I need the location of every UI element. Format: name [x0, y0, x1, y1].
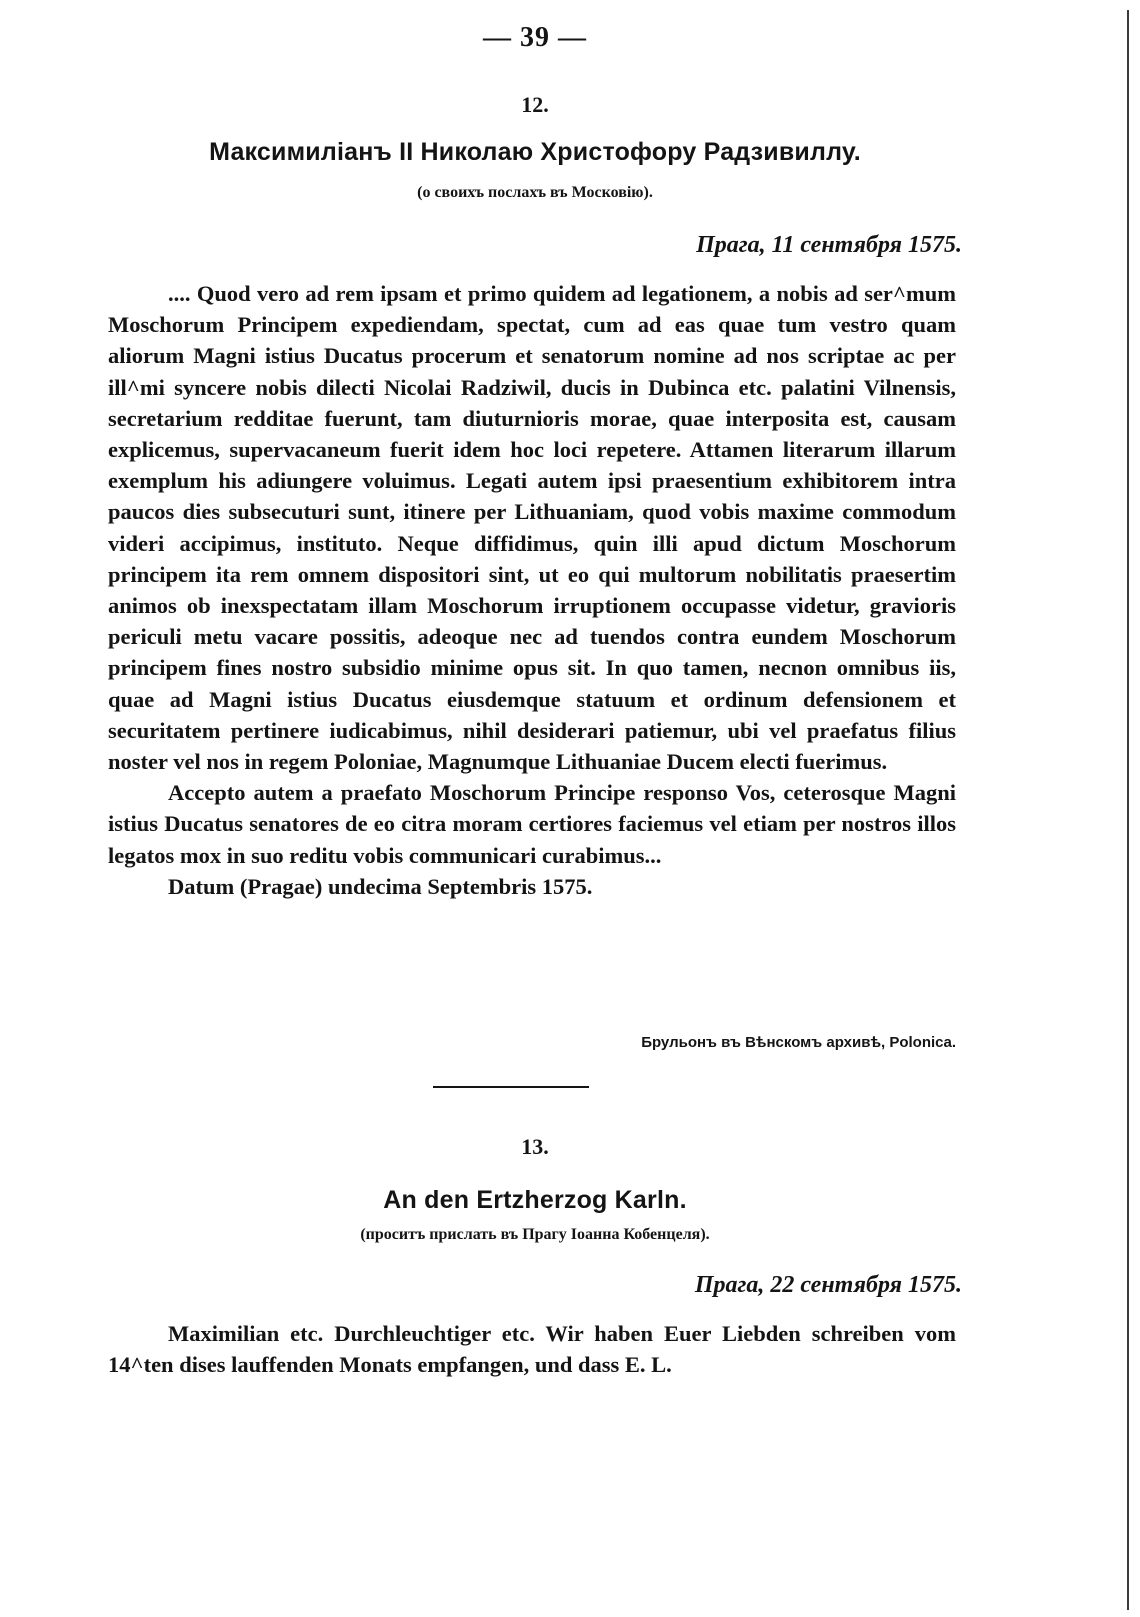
doc-12-number: 12.	[521, 92, 549, 117]
doc-13-dateline: Прага, 22 сентября 1575.	[694, 1272, 962, 1298]
doc-12-title: Максимиліанъ II Николаю Христофору Радзивиллу.	[209, 138, 861, 166]
doc-12-closing: Datum (Pragae) undecima Septembris 1575.	[168, 873, 593, 899]
doc-13-subtitle: (проситъ прислать въ Прагу Іоанна Кобенцеля).	[360, 1226, 710, 1243]
doc-12-source: Брульонъ въ Вѣнскомъ архивѣ, Polonica.	[641, 1034, 956, 1051]
doc-13-number: 13.	[521, 1134, 549, 1159]
doc-13-body	[108, 1318, 956, 1380]
doc-12-dateline: Прага, 11 сентября 1575.	[696, 232, 962, 258]
doc-13-title: An den Ertzherzog Karln.	[383, 1186, 687, 1214]
page-number: — 39 —	[483, 22, 587, 53]
doc-12-subtitle: (о своихъ послахъ въ Московію).	[417, 184, 653, 201]
doc-12-body	[108, 278, 956, 902]
doc-12-paragraph: .... Quod vero ad rem ipsam et primo quidem ad legationem, a nobis ad ser^mum Moschorum Principem expediendam, spectat, cum ad eas quae tum vestro quam aliorum Magni istius Ducatus procerum et senatorum nomine ad nos scriptae ac per ill^mi syncere nobis dilecti Nicolai Radziwil, ducis in Dubinca etc. palatini Vilnensis, secretarium redditae fuerunt, tam diuturnioris morae, quae interposita est, causam explicemus, supervacaneum fuerit idem hoc loci repetere. Attamen literarum illarum exemplum his adiungere voluimus. Legati autem ipsi praesentium exhibitorem intra paucos dies subsecuturi sunt, itinere per Lithuaniam, quod vobis maxime commodum videri accipimus, instituto. Neque diffidimus, quin illi apud dictum Moschorum principem ita rem omnem dispositori sint, ut eo qui multorum nobilitatis praesertim animos ob inexspectatam illam Moschorum irruptionem occupasse videtur, gravioris periculi metu vacare possitis, adeoque nec ad tuendos contra eundem Moschorum principem fines nostro subsidio minime opus sit. In quo tamen, necnon omnibus iis, quae ad Magni istius Ducatus eiusdemque statuum et ordinum defensionem et securitatem pertinere iudicabimus, nihil desiderari patiemur, ubi vel praefatus filius noster vel nos in regem Poloniae, Magnumque Lithuaniae Ducem electi fuerimus.	[108, 281, 956, 775]
section-divider	[433, 1086, 589, 1088]
doc-12-paragraph: Accepto autem a praefato Moschorum Principe responso Vos, ceterosque Magni istius Ducatus senatores de eo citra moram certiores faciemus vel etiam per nostros illos legatos mox in suo reditu vobis communicari curabimus...	[108, 780, 956, 868]
margin-rule	[1127, 10, 1129, 1610]
doc-13-paragraph: Maximilian etc. Durchleuchtiger etc. Wir haben Euer Liebden schreiben vom 14^ten dises lauffenden Monats empfangen, und dass E. L.	[108, 1321, 956, 1378]
